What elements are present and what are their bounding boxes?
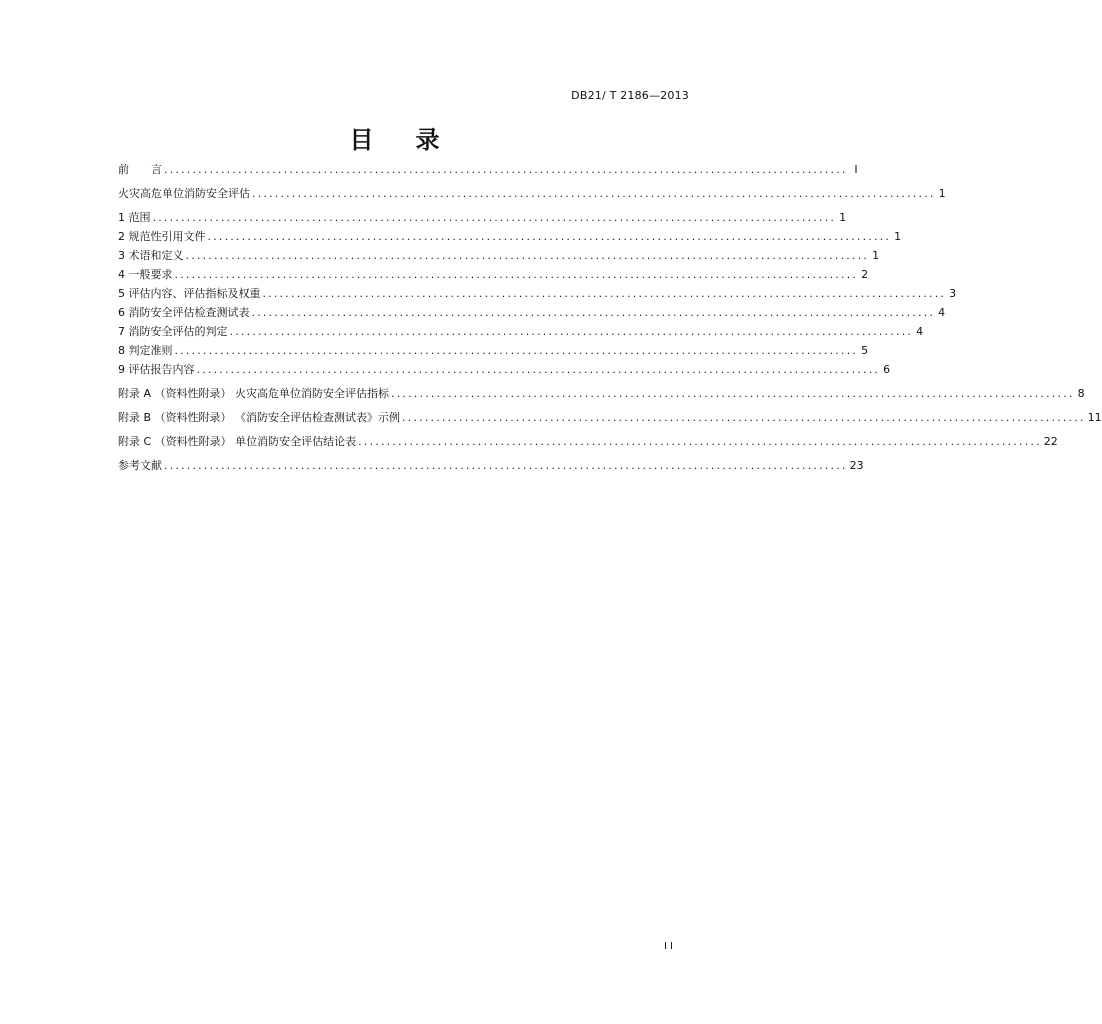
toc-entry-appendix-c[interactable] <box>118 432 1058 451</box>
dot-leader: ........................................................................................................................ <box>196 363 881 376</box>
dot-leader: ........................................................................................................................ <box>229 325 914 338</box>
dot-leader: ........................................................................................................................ <box>262 287 947 300</box>
toc-entry-page: 1 <box>872 249 880 262</box>
toc-entry-page: 1 <box>938 187 946 200</box>
dot-leader: ........................................................................................................................ <box>251 306 936 319</box>
toc-entry-9[interactable] <box>118 360 891 379</box>
title-char-1: 目 <box>349 126 376 154</box>
toc-entry-appendix-b[interactable] <box>118 408 1102 427</box>
toc-entry-page: 22 <box>1043 435 1058 448</box>
toc-entry-label: 7 消防安全评估的判定 <box>118 325 228 338</box>
toc-entry-label: 4 一般要求 <box>118 268 173 281</box>
toc-entry-4[interactable] <box>118 265 869 284</box>
dot-leader: ........................................................................................................................ <box>402 411 1086 424</box>
toc-entry-page: I <box>854 163 858 176</box>
toc-entry-appendix-a[interactable] <box>118 384 1085 403</box>
dot-leader: ........................................................................................................................ <box>164 163 848 176</box>
toc-entry-preface[interactable] <box>118 160 858 179</box>
toc-entry-label: 6 消防安全评估检查测试表 <box>118 306 250 319</box>
dot-leader: ........................................................................................................................ <box>358 435 1042 448</box>
toc-entry-label: 附录 B （资料性附录） 《消防安全评估检查测试表》示例 <box>118 411 401 424</box>
toc-entry-label: 附录 C （资料性附录） 单位消防安全评估结论表 <box>118 435 357 448</box>
toc-entry-label: 2 规范性引用文件 <box>118 230 206 243</box>
toc-entry-label: 1 范围 <box>118 211 151 224</box>
dot-leader: ........................................................................................................................ <box>185 249 870 262</box>
dot-leader: ........................................................................................................................ <box>164 459 848 472</box>
page-title <box>0 120 791 155</box>
toc-entry-6[interactable] <box>118 303 946 322</box>
toc-entry-label: 前 言 <box>118 163 162 176</box>
toc-entry-8[interactable] <box>118 341 869 360</box>
toc-entry-label: 火灾高危单位消防安全评估 <box>118 187 250 200</box>
dot-leader: ........................................................................................................................ <box>174 344 859 357</box>
toc-entry-page: 2 <box>861 268 869 281</box>
toc-entry-1[interactable] <box>118 208 847 227</box>
dot-leader: ........................................................................................................................ <box>207 230 892 243</box>
dot-leader: ........................................................................................................................ <box>152 211 837 224</box>
toc-entry-label: 附录 A （资料性附录） 火灾高危单位消防安全评估指标 <box>118 387 390 400</box>
toc-entry-5[interactable] <box>118 284 957 303</box>
toc-entry-page: 1 <box>839 211 847 224</box>
toc-entry-main[interactable] <box>118 184 946 203</box>
dot-leader: ........................................................................................................................ <box>252 187 936 200</box>
toc-entry-page: 8 <box>1077 387 1085 400</box>
dot-leader: ........................................................................................................................ <box>174 268 859 281</box>
toc-entry-page: 1 <box>894 230 902 243</box>
toc-entry-page: 6 <box>883 363 891 376</box>
toc-entry-page: 11 <box>1087 411 1102 424</box>
toc-entry-label: 3 术语和定义 <box>118 249 184 262</box>
toc-entry-page: 3 <box>949 287 957 300</box>
toc-entry-label: 8 判定准则 <box>118 344 173 357</box>
toc-entry-page: 23 <box>849 459 864 472</box>
toc-entry-label: 5 评估内容、评估指标及权重 <box>118 287 261 300</box>
toc-entry-7[interactable] <box>118 322 924 341</box>
toc-entry-page: 4 <box>938 306 946 319</box>
toc-entry-3[interactable] <box>118 246 880 265</box>
toc-entry-label: 参考文献 <box>118 459 162 472</box>
toc-entry-2[interactable] <box>118 227 902 246</box>
toc-entry-references[interactable] <box>118 456 864 475</box>
toc-entry-page: 4 <box>916 325 924 338</box>
title-char-2: 录 <box>415 126 442 154</box>
document-code: DB21/ T 2186—2013 <box>571 89 689 102</box>
toc-entry-page: 5 <box>861 344 869 357</box>
toc-entry-label: 9 评估报告内容 <box>118 363 195 376</box>
page-number: II <box>664 941 676 952</box>
table-of-contents <box>118 160 1102 475</box>
dot-leader: ........................................................................................................................ <box>391 387 1075 400</box>
